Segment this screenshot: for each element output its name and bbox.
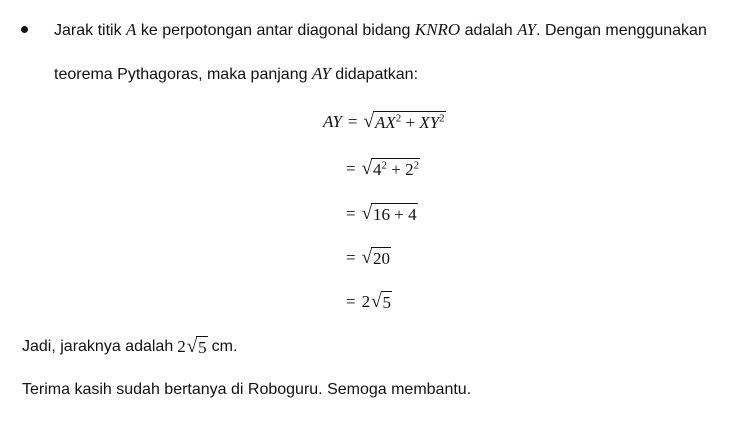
conclusion-line (22, 336, 237, 358)
square-root (371, 291, 392, 313)
conclusion-prefix: Jadi, jaraknya adalah (22, 338, 174, 355)
radical-sign-icon: √ (361, 158, 373, 179)
exponent: 2 (381, 159, 388, 172)
text-segment: adalah (460, 22, 518, 39)
text-segment: . Dengan menggunakan (536, 22, 707, 39)
square-root (364, 111, 446, 133)
radical-sign-icon: √ (186, 336, 198, 357)
math-variable-knro: KNRO (414, 20, 461, 39)
square-root (362, 247, 391, 269)
equals-sign: = (346, 292, 356, 311)
square-root (362, 203, 418, 225)
equals-sign: = (346, 248, 356, 267)
exponent: 2 (395, 112, 402, 125)
radical-sign-icon: √ (361, 247, 373, 268)
term-ax: AX (374, 113, 396, 132)
explanation-line-1 (54, 20, 707, 41)
radicand (373, 111, 446, 133)
text-segment: ke perpotongan antar diagonal bidang (136, 22, 415, 39)
exponent: 2 (439, 112, 445, 125)
square-root (187, 336, 208, 358)
text-segment: teorema Pythagoras, maka panjang (54, 66, 312, 83)
radical-sign-icon: √ (361, 203, 373, 224)
radicand: 5 (382, 293, 392, 312)
radicand: 16 + 4 (373, 205, 417, 224)
plus-sign: + (401, 113, 420, 132)
plus-sign: + (387, 160, 406, 179)
radical-sign-icon: √ (371, 291, 382, 312)
coefficient: 2 (361, 292, 371, 311)
equation-row-1 (323, 108, 446, 136)
radicand (371, 158, 420, 180)
equals-sign: = (347, 112, 358, 131)
math-variable-ay: AY (517, 20, 537, 39)
coefficient: 2 (177, 337, 186, 356)
closing-message: Terima kasih sudah bertanya di Roboguru. Semoga membantu. (22, 381, 472, 398)
square-root (362, 158, 421, 180)
term-xy: XY (419, 113, 440, 132)
conclusion-value (177, 336, 207, 358)
math-variable-a: A (126, 20, 137, 39)
math-variable-ay: AY (311, 64, 331, 83)
equals-sign: = (346, 204, 356, 223)
bullet-point-icon (21, 26, 28, 33)
text-segment: Jarak titik (54, 22, 127, 39)
conclusion-unit: cm. (211, 338, 238, 355)
term-4: 4 (373, 160, 382, 179)
radicand: 20 (373, 249, 391, 268)
explanation-line-2 (54, 64, 418, 85)
equals-sign: = (346, 159, 356, 178)
radical-sign-icon: √ (363, 111, 374, 132)
text-segment: didapatkan: (330, 66, 419, 83)
equation-row-5 (346, 288, 392, 316)
term-2: 2 (405, 160, 414, 179)
equation-lhs: AY (323, 112, 342, 131)
equation-row-4 (346, 244, 391, 272)
radicand: 5 (198, 338, 207, 357)
exponent: 2 (413, 159, 420, 172)
equation-row-3 (346, 200, 418, 228)
equation-row-2 (346, 155, 420, 183)
